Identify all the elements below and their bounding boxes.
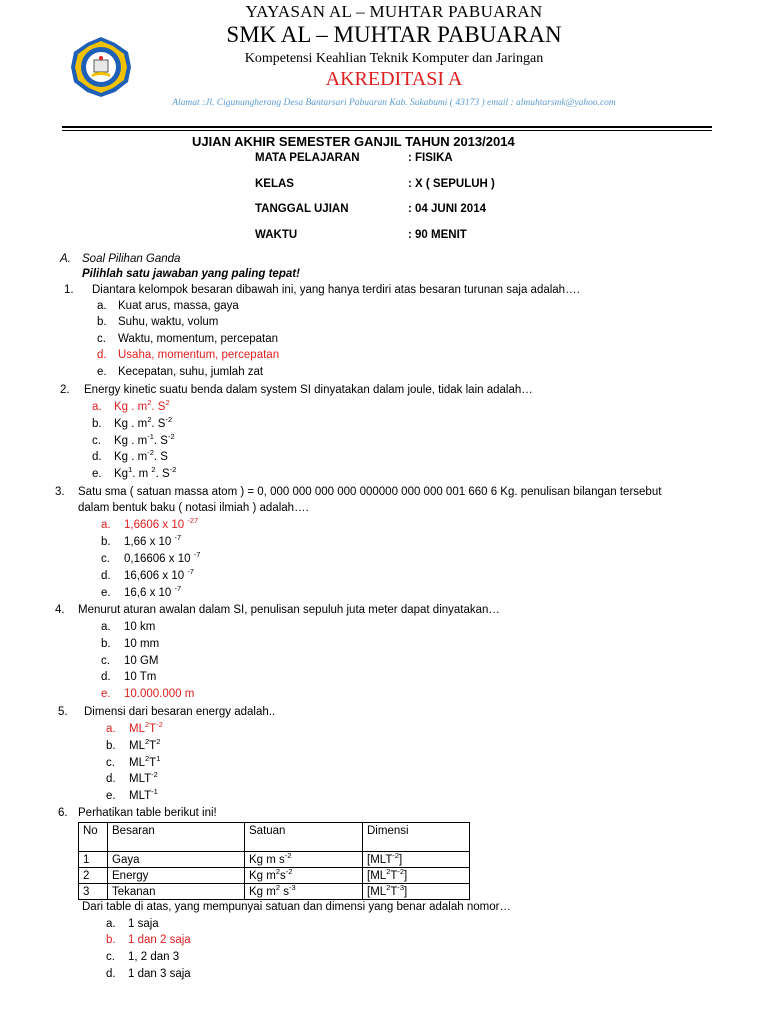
table-cell: Tekanan bbox=[108, 884, 245, 900]
option-letter: b. bbox=[101, 638, 111, 650]
option-letter: e. bbox=[101, 688, 111, 700]
header-divider bbox=[62, 126, 712, 128]
option-text: Kg . $m^{-2}$. S bbox=[114, 448, 168, 463]
option-text-answer: 1 dan 2 saja bbox=[128, 934, 191, 946]
option-text-answer: Usaha, momentum, percepatan bbox=[118, 349, 280, 361]
option-letter: d. bbox=[106, 968, 116, 980]
table-header-row bbox=[79, 823, 470, 852]
option-letter: d. bbox=[97, 349, 107, 361]
option-letter: c. bbox=[106, 951, 115, 963]
option-letter: a. bbox=[106, 723, 116, 735]
option-letter: a. bbox=[101, 621, 111, 633]
table-header: Satuan bbox=[245, 823, 363, 852]
option-letter: e. bbox=[101, 587, 111, 599]
option-text: 10 km bbox=[124, 621, 156, 633]
option-text: Kg . $m^{-1}$. $S^{-2}$ bbox=[114, 432, 175, 447]
option-text: 0,16606 x 10 bbox=[124, 553, 191, 565]
field-value-date: : 04 JUNI 2014 bbox=[408, 203, 486, 215]
foundation-name: YAYASAN AL – MUHTAR PABUARAN bbox=[245, 2, 543, 21]
option-letter: b. bbox=[92, 418, 102, 430]
option-letter: c. bbox=[92, 435, 101, 447]
field-value-class: : X ( SEPULUH ) bbox=[408, 178, 495, 190]
table-header: Besaran bbox=[108, 823, 245, 852]
option-text: $MLT^{-1}$ bbox=[129, 787, 158, 802]
option-letter: b. bbox=[101, 536, 111, 548]
question-text-cont: dalam bentuk baku ( notasi ilmiah ) adalah…. bbox=[78, 502, 309, 514]
field-label-date: TANGGAL UJIAN bbox=[255, 203, 349, 215]
option-letter: a. bbox=[92, 401, 102, 413]
question-number: 6. bbox=[58, 807, 68, 819]
option-text: 1,6606 x 10 bbox=[124, 519, 185, 531]
option-text-answer: $ML^2T^{-2}$ bbox=[129, 720, 163, 735]
option-text: $MLT^{-2}$ bbox=[129, 770, 158, 785]
option-text: Suhu, waktu, volum bbox=[118, 316, 219, 328]
question-text: Energy kinetic suatu benda dalam system SI dinyatakan dalam joule, tidak lain adalah… bbox=[84, 384, 533, 396]
option-text: 1,66 x 10 bbox=[124, 536, 172, 548]
option-letter: b. bbox=[97, 316, 107, 328]
option-text: 16,606 x 10 bbox=[124, 570, 185, 582]
option-letter: d. bbox=[101, 671, 111, 683]
question-followup: Dari table di atas, yang mempunyai satuan dan dimensi yang benar adalah nomor… bbox=[82, 901, 511, 913]
option-letter: c. bbox=[101, 655, 110, 667]
option-text: 10 GM bbox=[124, 655, 159, 667]
table-cell: $[ML^2T^{-2}]$ bbox=[363, 868, 470, 884]
option-letter: c. bbox=[97, 333, 106, 345]
table-cell: 3 bbox=[79, 884, 108, 900]
option-text: Kuat arus, massa, gaya bbox=[118, 300, 239, 312]
option-text: Kg$^1$. m $^2$. $S^{-2}$ bbox=[114, 465, 177, 480]
section-letter: A. bbox=[60, 253, 71, 265]
option-letter: b. bbox=[106, 740, 116, 752]
option-text: Kg . $m^2$. $S^{-2}$ bbox=[114, 415, 173, 430]
field-label-time: WAKTU bbox=[255, 229, 298, 241]
header-divider-thin bbox=[62, 130, 712, 131]
option-letter: e. bbox=[92, 468, 102, 480]
option-letter: c. bbox=[101, 553, 110, 565]
table-cell: Kg m $s^{-2}$ bbox=[245, 852, 363, 868]
school-address: Alamat :Jl. Cigunungherang Desa Bantarsari Pabuaran Kab. Sukabumi ( 43173 ) email : almuhtarsmk@yahoo.com bbox=[172, 98, 616, 108]
option-letter: c. bbox=[106, 757, 115, 769]
option-text: 16,6 x 10 $^{-7}$ bbox=[124, 584, 182, 599]
table-cell: Gaya bbox=[108, 852, 245, 868]
field-label-subject: MATA PELAJARAN bbox=[255, 152, 360, 164]
question-number: 2. bbox=[60, 384, 70, 396]
table-header: Dimensi bbox=[363, 823, 470, 852]
option-letter: d. bbox=[92, 451, 102, 463]
question-number: 1. bbox=[64, 284, 74, 296]
accreditation: AKREDITASI A bbox=[325, 68, 463, 90]
question-text: Dimensi dari besaran energy adalah.. bbox=[84, 706, 276, 718]
option-text: 0,16606 x 10 $^{-7}$ bbox=[124, 550, 201, 565]
field-value-subject: : FISIKA bbox=[408, 152, 453, 164]
option-text-answer: Kg . $m^2$. $S^2$ bbox=[114, 398, 170, 413]
competency: Kompetensi Keahlian Teknik Komputer dan Jaringan bbox=[244, 51, 544, 66]
table-row bbox=[79, 884, 470, 900]
question-text: Menurut aturan awalan dalam SI, penulisan sepuluh juta meter dapat dinyatakan… bbox=[78, 604, 500, 616]
section-instruction: Pilihlah satu jawaban yang paling tepat! bbox=[82, 268, 300, 280]
table-cell: $[ML^2T^{-3}]$ bbox=[363, 884, 470, 900]
option-text: 10 mm bbox=[124, 638, 160, 650]
option-letter: e. bbox=[106, 790, 116, 802]
question-number: 5. bbox=[58, 706, 68, 718]
table-cell: $[MLT^{-2}]$ bbox=[363, 852, 470, 868]
table-row bbox=[79, 868, 470, 884]
question-number: 4. bbox=[55, 604, 65, 616]
question-text: Diantara kelompok besaran dibawah ini, yang hanya terdiri atas besaran turunan saja adalah…. bbox=[92, 284, 580, 296]
table-cell: 2 bbox=[79, 868, 108, 884]
table-cell: Kg $m^2s^{-2}$ bbox=[245, 868, 363, 884]
option-text-answer: 1,6606 x 10 $^{-27}$ bbox=[124, 516, 199, 531]
option-letter: d. bbox=[101, 570, 111, 582]
question-text: Satu sma ( satuan massa atom ) = 0, 000 000 000 000 000000 000 000 001 660 6 Kg. penulisan bilangan tersebut bbox=[78, 486, 662, 498]
table-cell: 1 bbox=[79, 852, 108, 868]
section-title: Soal Pilihan Ganda bbox=[82, 253, 181, 265]
option-text: 16,606 x 10 $^{-7}$ bbox=[124, 567, 194, 582]
option-letter: d. bbox=[106, 773, 116, 785]
option-letter: b. bbox=[106, 934, 116, 946]
table-header: No bbox=[79, 823, 108, 852]
option-text: 1 saja bbox=[128, 918, 159, 930]
option-letter: e. bbox=[97, 366, 107, 378]
option-text: 16,6 x 10 bbox=[124, 587, 172, 599]
option-text: Waktu, momentum, percepatan bbox=[118, 333, 279, 345]
option-text: $ML^2T^2$ bbox=[129, 737, 161, 752]
option-text: 1,66 x 10 $^{-7}$ bbox=[124, 533, 182, 548]
table-row bbox=[79, 852, 470, 868]
option-text: 1 dan 3 saja bbox=[128, 968, 191, 980]
option-letter: a. bbox=[106, 918, 116, 930]
option-text: Kecepatan, suhu, jumlah zat bbox=[118, 366, 264, 378]
table-cell: Energy bbox=[108, 868, 245, 884]
option-letter: a. bbox=[101, 519, 111, 531]
school-name: SMK AL – MUHTAR PABUARAN bbox=[226, 22, 562, 47]
option-letter: a. bbox=[97, 300, 107, 312]
question-number: 3. bbox=[55, 486, 65, 498]
units-table bbox=[78, 822, 470, 900]
exam-title: UJIAN AKHIR SEMESTER GANJIL TAHUN 2013/2014 bbox=[192, 134, 515, 149]
table-cell: Kg $m^2$ $s^{-3}$ bbox=[245, 884, 363, 900]
option-text-answer: 10.000.000 m bbox=[124, 688, 195, 700]
option-text: 10 Tm bbox=[124, 671, 157, 683]
question-text: Perhatikan table berikut ini! bbox=[78, 807, 217, 819]
field-label-class: KELAS bbox=[255, 178, 294, 190]
option-text: 1, 2 dan 3 bbox=[128, 951, 180, 963]
field-value-time: : 90 MENIT bbox=[408, 229, 467, 241]
option-text: $ML^2T^1$ bbox=[129, 754, 161, 769]
